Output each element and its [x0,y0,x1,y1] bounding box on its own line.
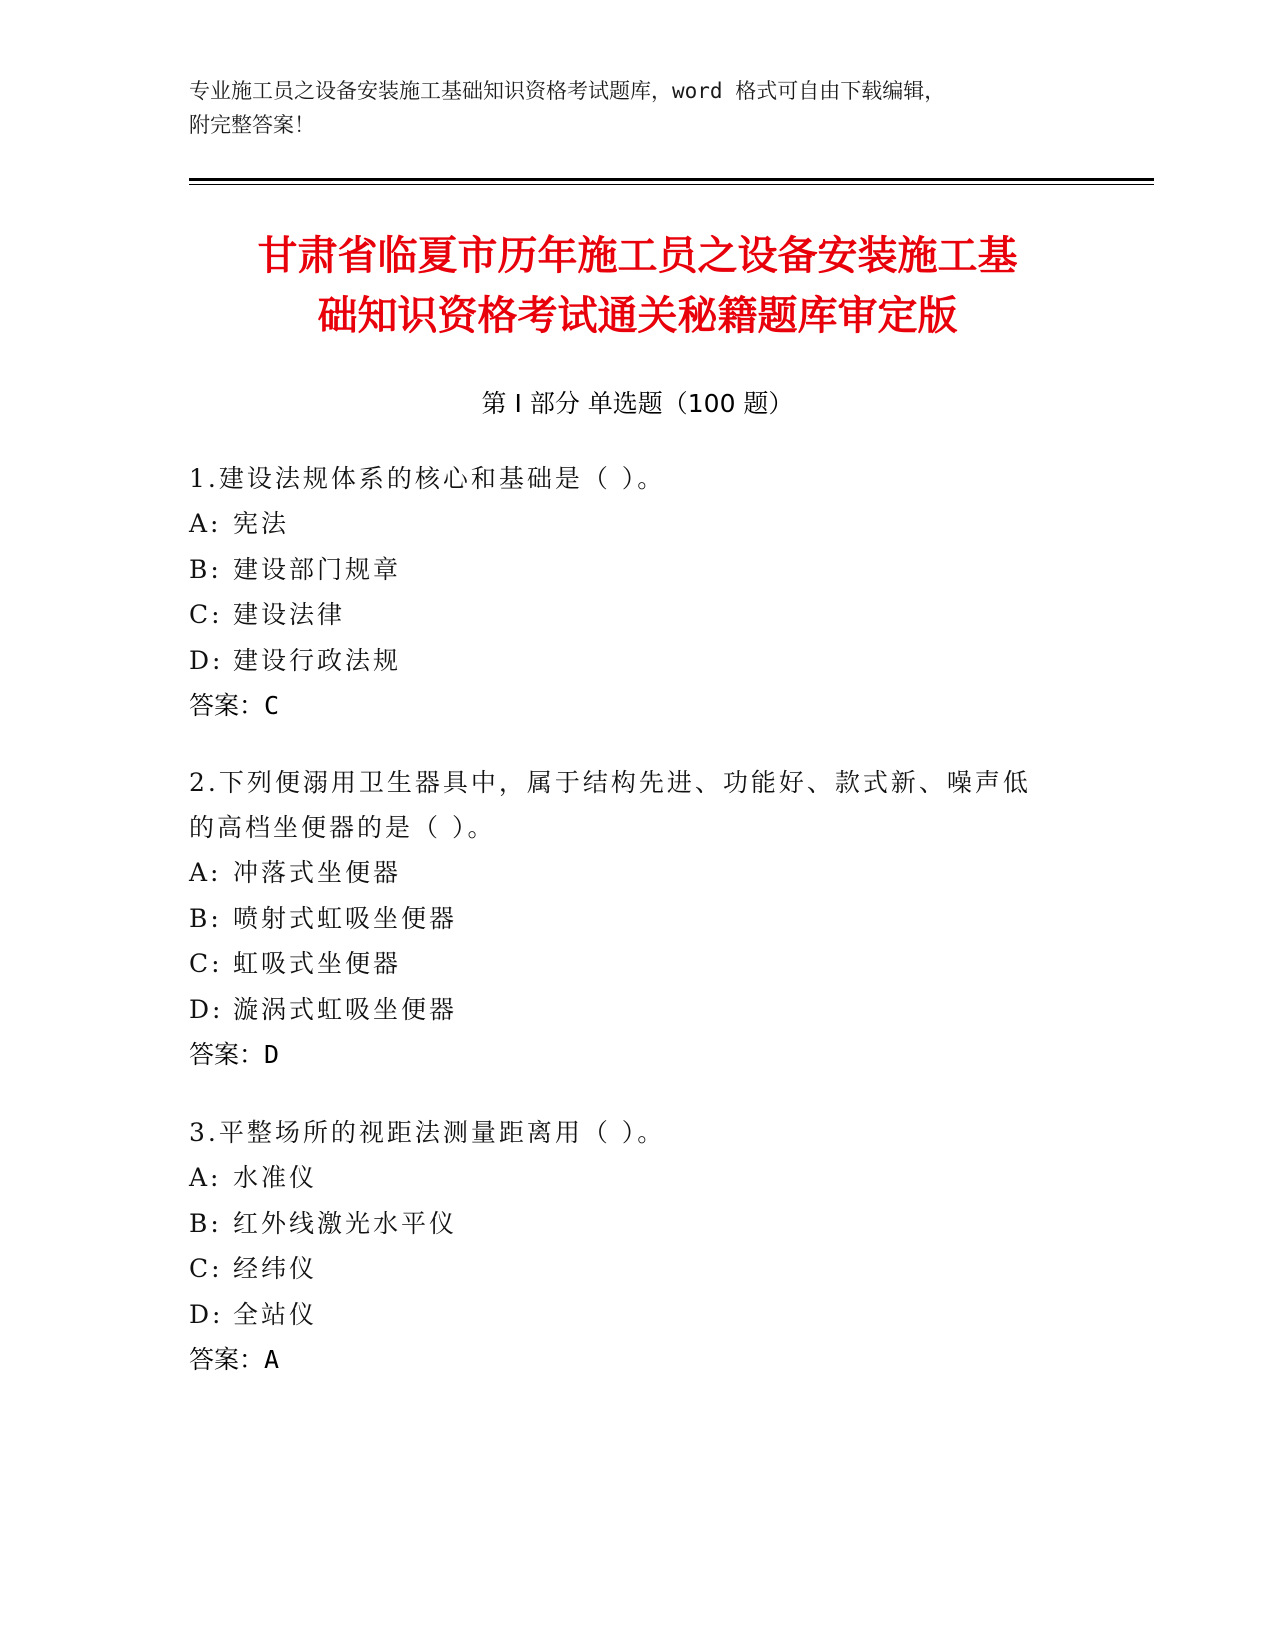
option-key: A: [189,858,222,887]
option-d [189,987,1089,1033]
option-b [189,547,1089,593]
option-text: 红外线激光水平仪 [233,1208,458,1238]
option-key: A: [189,509,222,538]
option-text: 宪法 [233,509,290,538]
answer-line: 答案：D [189,1040,280,1069]
question-stem: 1.建设法规体系的核心和基础是（ ）。 [189,464,666,493]
option-d [189,1292,1089,1338]
option-b [189,896,1089,942]
option-key: A: [189,1163,222,1192]
header-note [189,74,1089,142]
option-text: 水准仪 [233,1163,318,1192]
document-title-line-1: 甘肃省临夏市历年施工员之设备安装施工基 [257,233,1018,279]
question-stem-line-1: 2.下列便溺用卫生器具中，属于结构先进、功能好、款式新、噪声低 [189,768,1031,797]
answer-line: 答案：A [189,1345,280,1374]
option-text: 经纬仪 [233,1254,318,1283]
option-a [189,1155,1089,1201]
option-text: 喷射式虹吸坐便器 [233,903,458,933]
question-stem-line-2: 的高档坐便器的是（ ）。 [189,813,496,842]
header-note-line-1: 专业施工员之设备安装施工基础知识资格考试题库，word 格式可自由下载编辑， [189,79,946,103]
option-d [189,638,1089,684]
option-text: 建设部门规章 [233,554,402,584]
option-c [189,592,1089,638]
option-b [189,1201,1089,1247]
question-2 [189,760,1089,1077]
question-1 [189,456,1089,728]
option-c [189,941,1089,987]
option-text: 虹吸式坐便器 [233,949,402,978]
option-a [189,501,1089,547]
option-key: C: [189,949,223,978]
option-key: B: [189,1208,222,1238]
option-key: D: [189,994,224,1024]
option-text: 建设法律 [233,600,346,629]
header-divider-thin [189,184,1154,185]
question-stem: 3.平整场所的视距法测量距离用（ ）。 [189,1118,666,1147]
option-a [189,850,1089,896]
option-key: C: [189,1254,223,1283]
option-text: 全站仪 [233,1299,318,1329]
option-key: D: [189,1299,224,1329]
header-note-line-2: 附完整答案！ [189,113,315,137]
option-key: B: [189,554,222,584]
document-title-line-2: 础知识资格考试通关秘籍题库审定版 [317,293,958,339]
header-divider-thick [189,178,1154,181]
option-key: B: [189,903,222,933]
question-3 [189,1110,1089,1382]
section-heading: 第 I 部分 单选题（100 题） [481,389,794,418]
option-key: C: [189,600,223,629]
option-text: 冲落式坐便器 [233,858,402,887]
option-c [189,1246,1089,1292]
option-text: 漩涡式虹吸坐便器 [233,994,458,1024]
answer-line: 答案：C [189,691,280,720]
option-key: D: [189,645,224,675]
document-title [160,226,1115,346]
option-text: 建设行政法规 [233,645,402,675]
